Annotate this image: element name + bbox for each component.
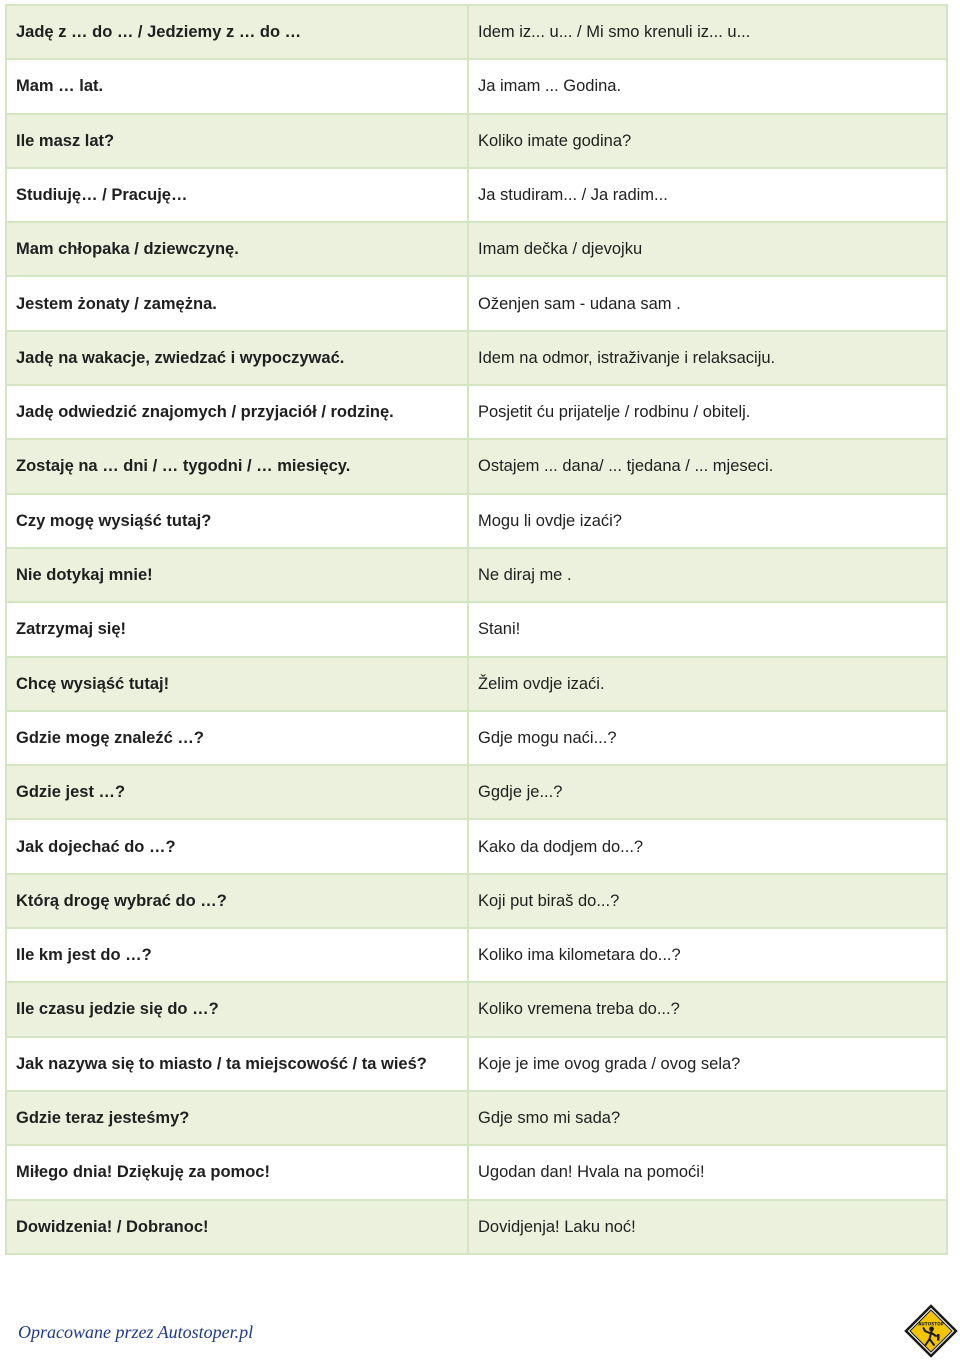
- polish-phrase: Miłego dnia! Dziękuję za pomoc!: [6, 1145, 468, 1199]
- polish-phrase: Mam chłopaka / dziewczynę.: [6, 222, 468, 276]
- croatian-phrase: Idem na odmor, istraživanje i relaksaciju.: [468, 331, 947, 385]
- polish-phrase: Czy mogę wysiąść tutaj?: [6, 494, 468, 548]
- hitchhiker-sign-icon: [904, 1304, 958, 1358]
- croatian-phrase: Imam dečka / djevojku: [468, 222, 947, 276]
- phrase-row: [6, 548, 947, 602]
- phrase-row: [6, 1091, 947, 1145]
- polish-phrase: Którą drogę wybrać do …?: [6, 874, 468, 928]
- phrase-row: [6, 59, 947, 113]
- croatian-phrase: Ostajem ... dana/ ... tjedana / ... mjeseci.: [468, 439, 947, 493]
- polish-phrase: Dowidzenia! / Dobranoc!: [6, 1200, 468, 1254]
- phrase-row: [6, 765, 947, 819]
- phrase-row: [6, 1145, 947, 1199]
- polish-phrase: Studiuję… / Pracuję…: [6, 168, 468, 222]
- croatian-phrase: Kako da dodjem do...?: [468, 819, 947, 873]
- phrase-row: [6, 928, 947, 982]
- polish-phrase: Jadę odwiedzić znajomych / przyjaciół / rodzinę.: [6, 385, 468, 439]
- polish-phrase: Gdzie teraz jesteśmy?: [6, 1091, 468, 1145]
- croatian-phrase: Posjetit ću prijatelje / rodbinu / obitelj.: [468, 385, 947, 439]
- croatian-phrase: Idem iz... u... / Mi smo krenuli iz... u...: [468, 5, 947, 59]
- croatian-phrase: Ugodan dan! Hvala na pomoći!: [468, 1145, 947, 1199]
- croatian-phrase: Ja studiram... / Ja radim...: [468, 168, 947, 222]
- polish-phrase: Jadę na wakacje, zwiedzać i wypoczywać.: [6, 331, 468, 385]
- croatian-phrase: Stani!: [468, 602, 947, 656]
- phrase-row: [6, 1200, 947, 1254]
- polish-phrase: Gdzie jest …?: [6, 765, 468, 819]
- croatian-phrase: Želim ovdje izaći.: [468, 657, 947, 711]
- croatian-phrase: Koji put biraš do...?: [468, 874, 947, 928]
- phrase-row: [6, 602, 947, 656]
- croatian-phrase: Dovidjenja! Laku noć!: [468, 1200, 947, 1254]
- croatian-phrase: Gdje smo mi sada?: [468, 1091, 947, 1145]
- polish-phrase: Ile km jest do …?: [6, 928, 468, 982]
- phrase-row: [6, 385, 947, 439]
- polish-phrase: Jadę z … do … / Jedziemy z … do …: [6, 5, 468, 59]
- polish-phrase: Ile czasu jedzie się do …?: [6, 982, 468, 1036]
- croatian-phrase: Ne diraj me .: [468, 548, 947, 602]
- polish-phrase: Jestem żonaty / zamężna.: [6, 276, 468, 330]
- phrase-row: [6, 494, 947, 548]
- polish-phrase: Jak nazywa się to miasto / ta miejscowość / ta wieś?: [6, 1037, 468, 1091]
- phrase-row: [6, 982, 947, 1036]
- footer-credit: Opracowane przez Autostoper.pl: [18, 1322, 254, 1342]
- polish-phrase: Zostaję na … dni / … tygodni / … miesięcy.: [6, 439, 468, 493]
- polish-phrase: Gdzie mogę znaleźć …?: [6, 711, 468, 765]
- polish-phrase: Chcę wysiąść tutaj!: [6, 657, 468, 711]
- phrase-row: [6, 168, 947, 222]
- phrase-row: [6, 5, 947, 59]
- phrase-row: [6, 331, 947, 385]
- polish-phrase: Nie dotykaj mnie!: [6, 548, 468, 602]
- croatian-phrase: Mogu li ovdje izaći?: [468, 494, 947, 548]
- polish-phrase: Ile masz lat?: [6, 114, 468, 168]
- phrase-row: [6, 657, 947, 711]
- phrase-row: [6, 222, 947, 276]
- polish-phrase: Zatrzymaj się!: [6, 602, 468, 656]
- phrase-table-body: [6, 5, 947, 1254]
- phrase-row: [6, 276, 947, 330]
- croatian-phrase: Ggdje je...?: [468, 765, 947, 819]
- croatian-phrase: Koliko imate godina?: [468, 114, 947, 168]
- phrase-row: [6, 819, 947, 873]
- croatian-phrase: Koliko vremena treba do...?: [468, 982, 947, 1036]
- croatian-phrase: Oženjen sam - udana sam .: [468, 276, 947, 330]
- phrase-table: [5, 4, 948, 1255]
- phrase-row: [6, 874, 947, 928]
- phrase-row: [6, 1037, 947, 1091]
- polish-phrase: Mam … lat.: [6, 59, 468, 113]
- croatian-phrase: Koje je ime ovog grada / ovog sela?: [468, 1037, 947, 1091]
- croatian-phrase: Gdje mogu naći...?: [468, 711, 947, 765]
- croatian-phrase: Koliko ima kilometara do...?: [468, 928, 947, 982]
- phrase-row: [6, 711, 947, 765]
- croatian-phrase: Ja imam ... Godina.: [468, 59, 947, 113]
- phrase-row: [6, 439, 947, 493]
- svg-text:AUTOSTOP: AUTOSTOP: [918, 1321, 944, 1327]
- phrase-row: [6, 114, 947, 168]
- polish-phrase: Jak dojechać do …?: [6, 819, 468, 873]
